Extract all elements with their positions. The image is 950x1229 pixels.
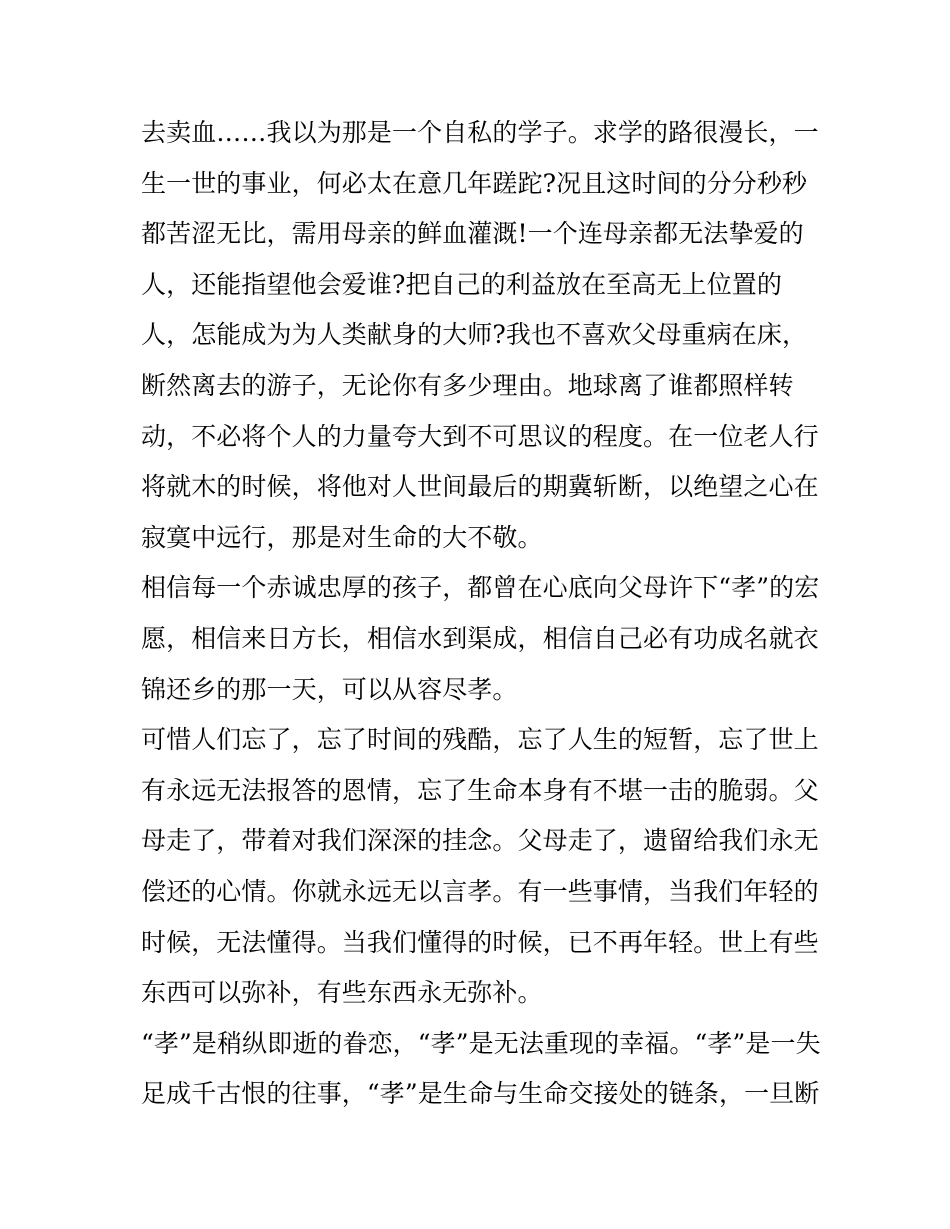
text-line: 母走了，带着对我们深深的挂念。父母走了，遗留给我们永无 bbox=[141, 826, 819, 856]
text-line: 相信每一个赤诚忠厚的孩子，都曾在心底向父母许下“孝”的宏 bbox=[141, 573, 820, 603]
text-line: 将就木的时候，将他对人世间最后的期冀斩断，以绝望之心在 bbox=[141, 472, 819, 502]
text-line: 偿还的心情。你就永远无以言孝。有一些事情，当我们年轻的 bbox=[141, 876, 819, 906]
text-line: 东西可以弥补，有些东西永无弥补。 bbox=[141, 978, 543, 1008]
text-line: 愿，相信来日方长，相信水到渠成，相信自己必有功成名就衣 bbox=[141, 623, 819, 653]
text-line: “孝”是稍纵即逝的眷恋，“孝”是无法重现的幸福。“孝”是一失 bbox=[141, 1028, 821, 1058]
text-line: 动，不必将个人的力量夸大到不可思议的程度。在一位老人行 bbox=[141, 421, 819, 451]
text-line: 去卖血……我以为那是一个自私的学子。求学的路很漫长，一 bbox=[141, 118, 819, 147]
text-line: 时候，无法懂得。当我们懂得的时候，已不再年轻。世上有些 bbox=[141, 927, 819, 957]
text-line: 生一世的事业，何必太在意几年蹉跎?况且这时间的分分秒秒 bbox=[141, 168, 808, 198]
text-line: 人，还能指望他会爱谁?把自己的利益放在至高无上位置的 bbox=[141, 269, 783, 299]
text-line: 断然离去的游子，无论你有多少理由。地球离了谁都照样转 bbox=[141, 370, 794, 400]
text-line: 寂寞中远行，那是对生命的大不敬。 bbox=[141, 522, 543, 552]
text-line: 都苦涩无比，需用母亲的鲜血灌溉!一个连母亲都无法挚爱的 bbox=[141, 219, 804, 249]
text-line: 有永远无法报答的恩情，忘了生命本身有不堪一击的脆弱。父 bbox=[141, 775, 819, 805]
text-line: 锦还乡的那一天，可以从容尽孝。 bbox=[141, 674, 518, 704]
document-body bbox=[141, 108, 821, 1120]
text-line: 足成千古恨的往事，“孝”是生命与生命交接处的链条，一旦断 bbox=[141, 1079, 820, 1109]
text-line: 人，怎能成为为人类献身的大师?我也不喜欢父母重病在床， bbox=[141, 320, 808, 350]
text-line: 可惜人们忘了，忘了时间的残酷，忘了人生的短暂，忘了世上 bbox=[141, 725, 819, 755]
